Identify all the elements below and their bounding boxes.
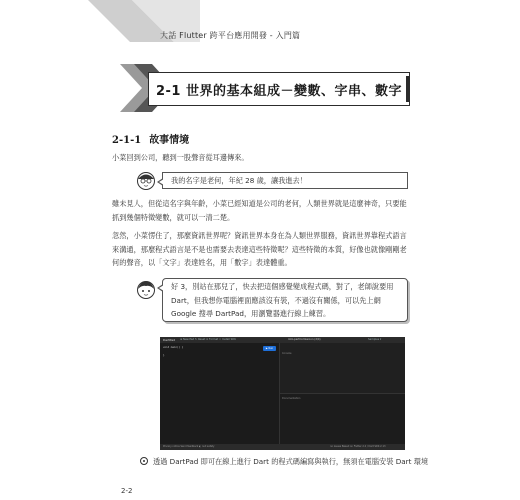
paragraph-question: 忽然，小菜愣住了，那麼資訊世界呢？資訊世界本身在為人類世界服務，資訊世界靠程式語言來溝通，那麼程式語言是不是也需要去表達這些特徵呢？這些特徵的本質，好像也就像剛剛老何的聲音，以「文字」表達姓名，用「數字」表達體重。 [112, 231, 407, 267]
avatar-lao-he-icon [136, 171, 156, 191]
section-heading [112, 131, 189, 146]
chapter-heading [112, 58, 410, 118]
chapter-title-box [148, 72, 410, 106]
dartpad-doc-panel [280, 394, 405, 444]
dartpad-samples: Samples ▾ [368, 338, 382, 341]
chapter-title: 2-1 世界的基本組成－變數、字串、數字 [155, 83, 402, 99]
page-number: 2-2 [121, 487, 133, 495]
speech-bubble-lao-he: 我的名字是老何，年紀 28 歲，讓我進去！ [162, 172, 408, 189]
dartpad-console-label: Console [282, 352, 292, 355]
dartpad-doc-label: Documentation [282, 397, 301, 400]
dartpad-screenshot [160, 337, 405, 450]
caption-text: 透過 DartPad 即可在線上進行 Dart 的程式碼編寫與執行，無須在電腦安裝 Dart 環境 [153, 457, 429, 466]
dartpad-status-left: Privacy notice Send feedback ◐ null safety [163, 445, 215, 448]
dartpad-file-name: lollo.pertComlaroon (2/4) [288, 338, 321, 341]
section-number: 2-1-1 [112, 135, 142, 146]
dartpad-status-right: no issues Based on Flutter 2.2 / Dart SDK 2.13 [330, 445, 386, 448]
speech-bubble-xiaocai: 好 3，別站在那兒了，快去把這個感覺變成程式碼，對了，老師說要用 Dart，但我想你電腦裡面應該沒有裝，不過沒有關係，可以先上網 Google 搜尋 DartPad，用瀏覽器進行線上練習。 [162, 278, 408, 322]
paragraph-intro: 小菜回到公司，聽到一股聲音從耳邊傳來。 [112, 153, 249, 162]
dartpad-editor [160, 343, 280, 444]
book-title: 大話 Flutter 跨平台應用開發 - 入門篇 [160, 31, 301, 40]
dartpad-run-button: ▶ Run [263, 346, 276, 351]
chapter-endbar [406, 76, 410, 102]
figure-caption [140, 456, 428, 467]
caption-bullet-icon [140, 457, 148, 465]
avatar-xiaocai-icon [136, 280, 156, 300]
dartpad-logo: DartPad [163, 338, 175, 342]
dartpad-console-panel [280, 343, 405, 394]
section-title: 故事情境 [149, 135, 190, 146]
dartpad-code: void main() { } [163, 346, 184, 357]
dartpad-nav: ⊕ New Pad ↻ Reset ≡ Format ⇩ Install SDK [180, 338, 236, 341]
paragraph-feature: 雖未見人，但從這名字與年齡，小菜已經知道是公司的老何，人類世界就是這麼神奇，只要能抓到幾個特徵變數，就可以一清二楚。 [112, 199, 407, 222]
